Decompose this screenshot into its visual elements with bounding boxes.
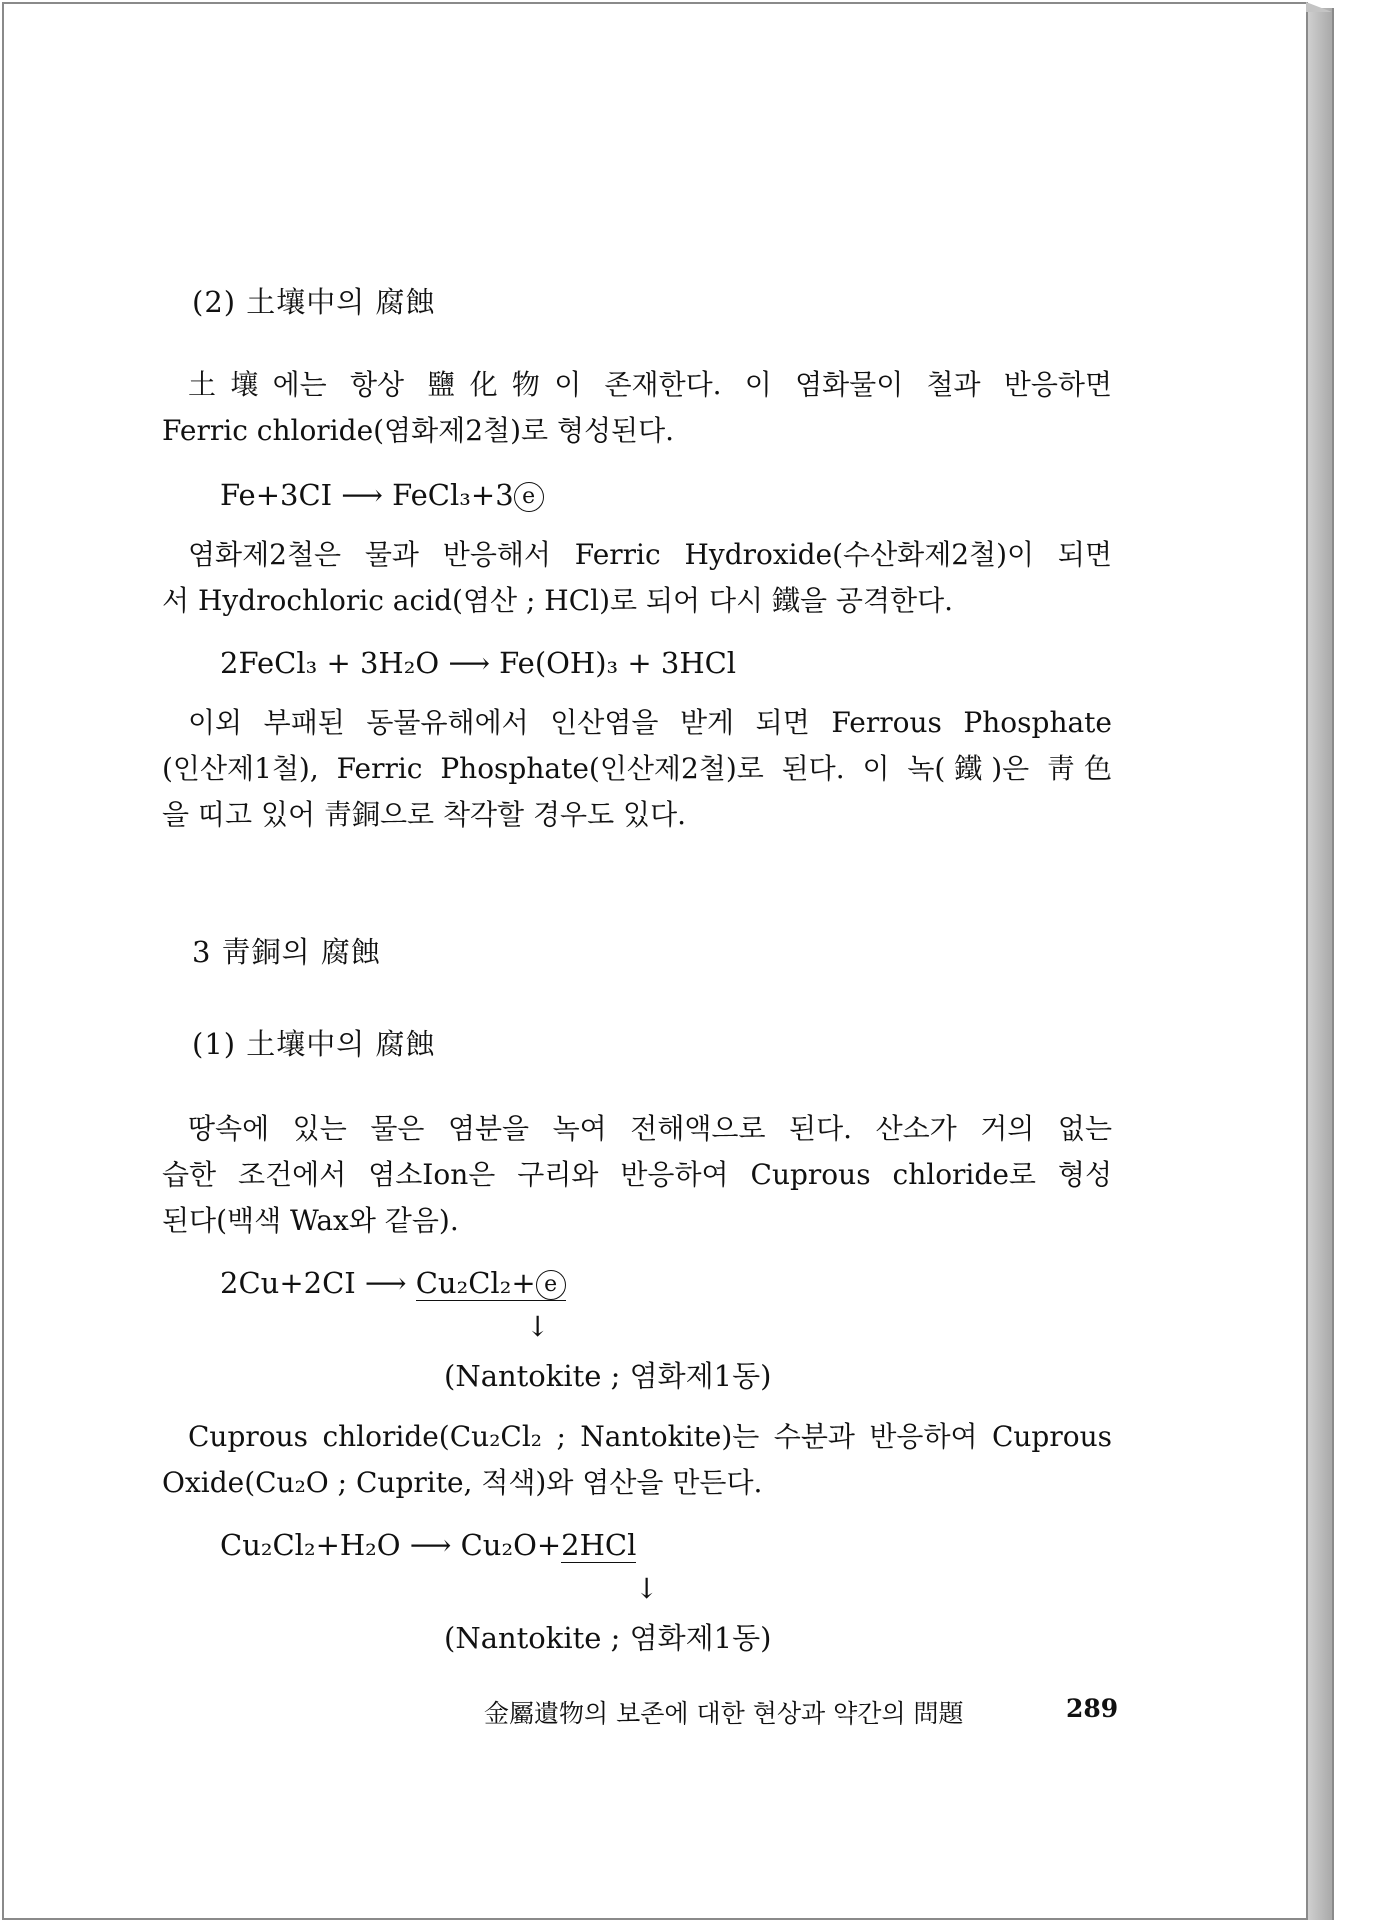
paragraph-line: Oxide(Cu₂O ; Cuprite, 적색)와 염산을 만든다. — [162, 1466, 763, 1499]
running-title: 金屬遺物의 보존에 대한 현상과 약간의 問題 — [484, 1699, 964, 1728]
equation-cu2cl2 — [220, 1528, 636, 1562]
paragraph-line: 염화제2철은 물과 반응해서 Ferric Hydroxide(수산화제2철)이 되면 — [188, 538, 1112, 571]
paragraph-cuprite — [162, 1414, 1112, 1506]
section-heading-bronze: 3 靑銅의 腐蝕 — [192, 935, 381, 969]
down-arrow-icon: ↓ — [526, 1310, 550, 1343]
equation-fecl3: 2FeCl₃ + 3H₂O ⟶ Fe(OH)₃ + 3HCl — [220, 646, 737, 680]
equation-cu — [220, 1266, 566, 1300]
paragraph-line: 土壤에는 항상 鹽化物이 존재한다. 이 염화물이 철과 반응하면 — [188, 368, 1112, 401]
equation-note: (Nantokite ; 염화제1동) — [444, 1621, 772, 1655]
paragraph-line: 이외 부패된 동물유해에서 인산염을 받게 되면 Ferrous Phosphate — [188, 706, 1112, 739]
section-heading-soil-corrosion: (2) 土壤中의 腐蝕 — [192, 285, 436, 319]
subsection-heading-soil: (1) 土壤中의 腐蝕 — [192, 1027, 436, 1061]
equation-note: (Nantokite ; 염화제1동) — [444, 1359, 772, 1393]
page-edge — [1308, 8, 1334, 1920]
equation-product — [416, 1266, 566, 1301]
equation-text: 2Cu+2CI ⟶ — [220, 1266, 416, 1300]
paragraph-phosphate — [162, 700, 1112, 838]
equation-fe — [220, 478, 544, 512]
equation-text: Cu₂Cl₂+H₂O ⟶ Cu₂O+ — [220, 1528, 562, 1562]
page-number: 289 — [1066, 1694, 1119, 1723]
paragraph-chloride — [162, 362, 1112, 454]
paragraph-line: 을 띠고 있어 靑銅으로 착각할 경우도 있다. — [162, 798, 687, 831]
paragraph-line: 습한 조건에서 염소Ion은 구리와 반응하여 Cuprous chloride로 형성 — [162, 1158, 1112, 1191]
down-arrow-icon: ↓ — [635, 1572, 659, 1605]
paragraph-line: 땅속에 있는 물은 염분을 녹여 전해액으로 된다. 산소가 거의 없는 — [188, 1112, 1112, 1145]
equation-product: 2HCl — [561, 1528, 637, 1562]
paragraph-line: 서 Hydrochloric acid(염산 ; HCl)로 되어 다시 鐵을 공격한다. — [162, 584, 954, 617]
paragraph-line: Cuprous chloride(Cu₂Cl₂ ; Nantokite)는 수분과 반응하여 Cuprous — [188, 1420, 1112, 1453]
page-corner — [1306, 2, 1332, 12]
product-text: Cu₂Cl₂+ — [415, 1266, 536, 1300]
paragraph-cuprous-chloride — [162, 1106, 1112, 1244]
paragraph-line: (인산제1철), Ferric Phosphate(인산제2철)로 된다. 이 녹(鐵)은 靑色 — [162, 752, 1112, 785]
paragraph-hydroxide — [162, 532, 1112, 624]
equation-text: Fe+3CI ⟶ FeCl₃+3 — [220, 478, 514, 512]
paragraph-line: 된다(백색 Wax와 같음). — [162, 1204, 459, 1237]
electron-symbol: e — [514, 482, 544, 512]
electron-symbol: e — [536, 1270, 566, 1300]
paragraph-line: Ferric chloride(염화제2철)로 형성된다. — [162, 414, 675, 447]
